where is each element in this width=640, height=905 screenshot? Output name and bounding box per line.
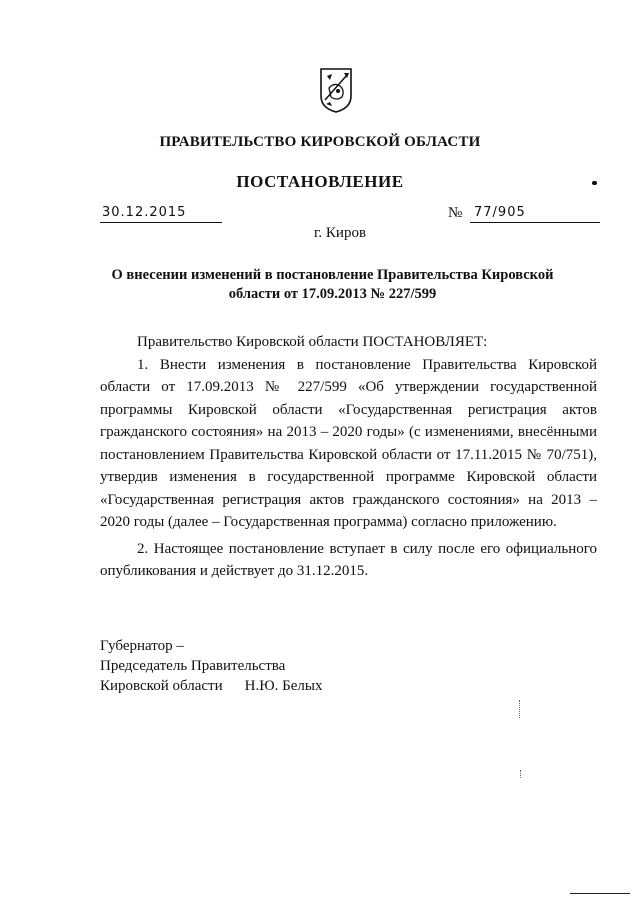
signature-title-3: Кировской области bbox=[100, 678, 223, 694]
document-number: 77/905 bbox=[470, 205, 600, 223]
document-subject: О внесении изменений в постановление Правительства Кировской области от 17.09.2013 № 227/599 bbox=[111, 267, 554, 302]
scan-mark bbox=[520, 770, 522, 778]
kirov-region-coat-of-arms-icon bbox=[318, 66, 354, 114]
signature-block bbox=[100, 636, 322, 696]
body-paragraph-2: 2. Настоящее постановление вступает в силу после его официального опубликования и действует до 31.12.2015. bbox=[100, 540, 597, 579]
signature-title-2: Председатель Правительства bbox=[100, 658, 286, 674]
scan-mark bbox=[519, 700, 521, 718]
bottom-rule bbox=[570, 893, 630, 894]
document-city: г. Киров bbox=[313, 225, 367, 241]
signature-title-1: Губернатор – bbox=[100, 638, 184, 654]
document-type: ПОСТАНОВЛЕНИЕ bbox=[236, 172, 404, 191]
government-name: ПРАВИТЕЛЬСТВО КИРОВСКОЙ ОБЛАСТИ bbox=[159, 134, 481, 150]
document-body bbox=[100, 331, 597, 583]
signature-title-3-row bbox=[100, 676, 322, 696]
body-intro: Правительство Кировской области ПОСТАНОВЛЯЕТ: bbox=[137, 334, 488, 350]
body-paragraph-1: 1. Внести изменения в постановление Правительства Кировской области от 17.09.2013 № 227/599 «Об утверждении государственной программы Кировской области «Государственная регистрация актов гражданского состояния» на 2013 – 2020 годы» (с изменениями, внесёнными постановлением Правительства Кировской области от 17.11.2015 № 70/751), утвердив изменения в государственной программе Кировской области «Государственная регистрация актов гражданского состояния» на 2013 – 2020 годы (далее – Государственная программа) согласно приложению. bbox=[100, 356, 597, 530]
signatory-name: Н.Ю. Белых bbox=[244, 678, 323, 694]
ink-dot bbox=[592, 181, 597, 185]
document-date: 30.12.2015 bbox=[100, 205, 222, 223]
number-label: № bbox=[448, 205, 463, 221]
